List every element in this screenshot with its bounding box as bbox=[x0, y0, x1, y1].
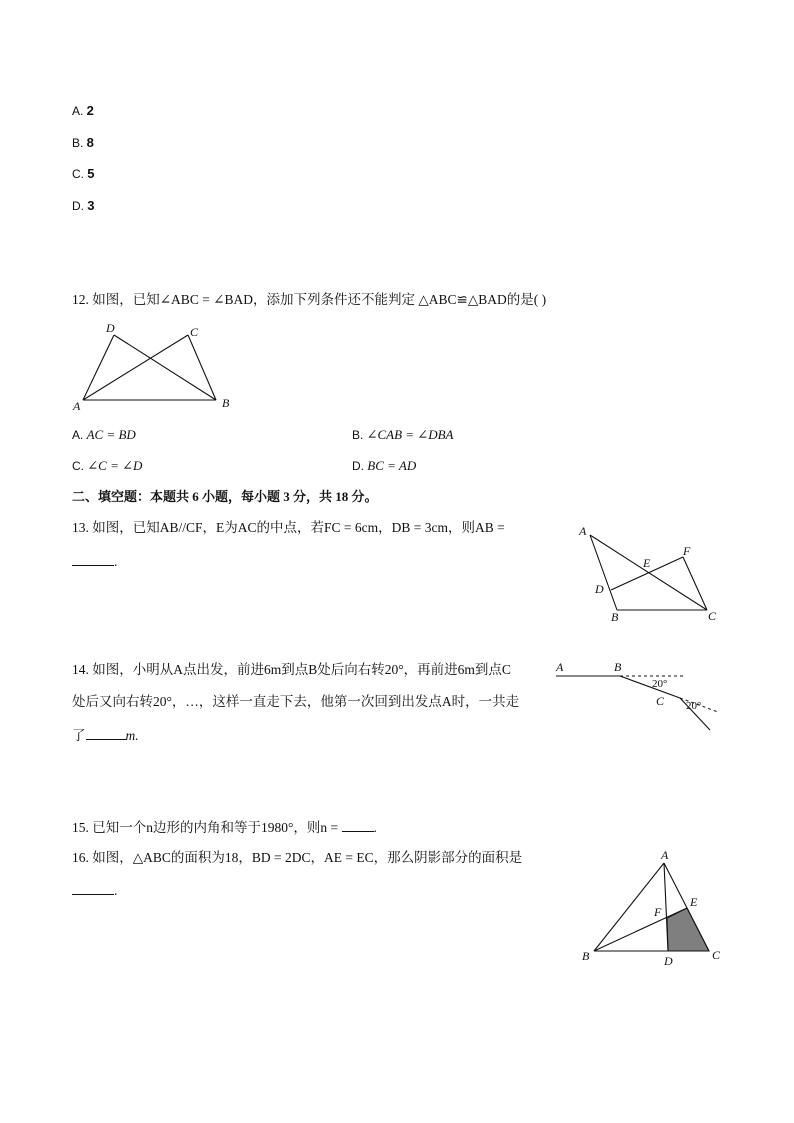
q14-unit: m. bbox=[125, 728, 139, 743]
label-f: F bbox=[654, 905, 662, 919]
q13-period: . bbox=[114, 554, 118, 569]
q16-period: . bbox=[114, 883, 118, 898]
label-angle-1: 20° bbox=[652, 678, 668, 690]
option-text: BC = AD bbox=[367, 458, 417, 473]
option-letter: A. bbox=[72, 104, 84, 118]
label-e: E bbox=[643, 556, 651, 570]
segment-db bbox=[114, 335, 216, 400]
option-letter: C. bbox=[72, 167, 84, 181]
label-d: D bbox=[664, 954, 673, 968]
option-letter: A. bbox=[72, 428, 84, 442]
label-a: A bbox=[579, 524, 587, 538]
label-a: A bbox=[556, 660, 564, 674]
label-a: A bbox=[661, 848, 669, 862]
q12-option-c bbox=[72, 458, 142, 474]
label-b: B bbox=[614, 660, 622, 674]
q16-figure bbox=[578, 846, 728, 970]
option-value: 8 bbox=[86, 135, 94, 150]
q12-option-a bbox=[72, 427, 136, 443]
section-header: 二、填空题：本题共 6 小题，每小题 3 分，共 18 分。 bbox=[72, 489, 378, 504]
label-c: C bbox=[708, 609, 717, 623]
label-b: B bbox=[222, 396, 230, 410]
option-letter: D. bbox=[352, 459, 364, 473]
q15-period: . bbox=[373, 820, 377, 835]
q11-option-c bbox=[72, 166, 94, 182]
q15-line bbox=[72, 818, 377, 836]
option-value: 3 bbox=[87, 198, 95, 213]
option-letter: B. bbox=[352, 428, 364, 442]
q14-line3-start: 了 bbox=[72, 728, 86, 743]
label-b: B bbox=[611, 610, 619, 624]
label-angle-2: 20° bbox=[686, 700, 702, 712]
q14-line1: 14. 如图，小明从A点出发，前进6m到点B处后向右转20°，再前进6m到点C bbox=[72, 662, 511, 677]
q14-line3 bbox=[72, 726, 139, 744]
q12-stem: 12. 如图，已知∠ABC = ∠BAD，添加下列条件还不能判定 △ABC≌△BAD的是( ) bbox=[72, 292, 547, 307]
q15-text: 15. 已知一个n边形的内角和等于1980°，则n = bbox=[72, 820, 339, 835]
q13-line1: 13. 如图，已知AB//CF，E为AC的中点，若FC = 6cm，DB = 3cm，则AB = bbox=[72, 520, 505, 535]
option-text: ∠CAB = ∠DBA bbox=[366, 427, 454, 442]
segment-ab bbox=[590, 535, 617, 610]
segment-bc bbox=[620, 676, 680, 698]
q16-line1: 16. 如图，△ABC的面积为18，BD = 2DC，AE = EC，那么阴影部分的面积是 bbox=[72, 850, 523, 865]
q11-option-b bbox=[72, 135, 94, 151]
answer-blank[interactable] bbox=[72, 881, 114, 895]
answer-blank[interactable] bbox=[86, 726, 126, 740]
option-text: ∠C = ∠D bbox=[87, 458, 143, 473]
q11-option-d bbox=[72, 198, 94, 214]
q16-line2 bbox=[72, 881, 117, 899]
q11-option-a bbox=[72, 103, 94, 119]
q13-figure bbox=[575, 520, 725, 626]
option-letter: B. bbox=[72, 136, 84, 150]
label-c: C bbox=[712, 948, 721, 962]
segment-ad bbox=[664, 863, 668, 951]
option-letter: D. bbox=[72, 199, 84, 213]
option-text: AC = BD bbox=[86, 427, 136, 442]
label-b: B bbox=[582, 949, 590, 963]
q14-line2: 处后又向右转20°，…，这样一直走下去，他第一次回到出发点A时，一共走 bbox=[72, 694, 520, 709]
label-a: A bbox=[73, 399, 81, 413]
label-d: D bbox=[595, 582, 604, 596]
label-e: E bbox=[690, 895, 698, 909]
q12-figure bbox=[70, 318, 250, 414]
label-d: D bbox=[106, 321, 115, 335]
label-c: C bbox=[656, 694, 665, 708]
q12-option-b bbox=[352, 427, 453, 443]
q14-figure bbox=[552, 656, 724, 736]
segment-cb bbox=[188, 335, 216, 400]
answer-blank[interactable] bbox=[342, 818, 374, 832]
answer-blank[interactable] bbox=[72, 552, 114, 566]
q13-line2 bbox=[72, 552, 117, 570]
label-f: F bbox=[683, 544, 691, 558]
option-value: 5 bbox=[87, 166, 95, 181]
option-letter: C. bbox=[72, 459, 84, 473]
option-value: 2 bbox=[86, 103, 94, 118]
label-c: C bbox=[190, 325, 199, 339]
q12-option-d bbox=[352, 458, 416, 474]
